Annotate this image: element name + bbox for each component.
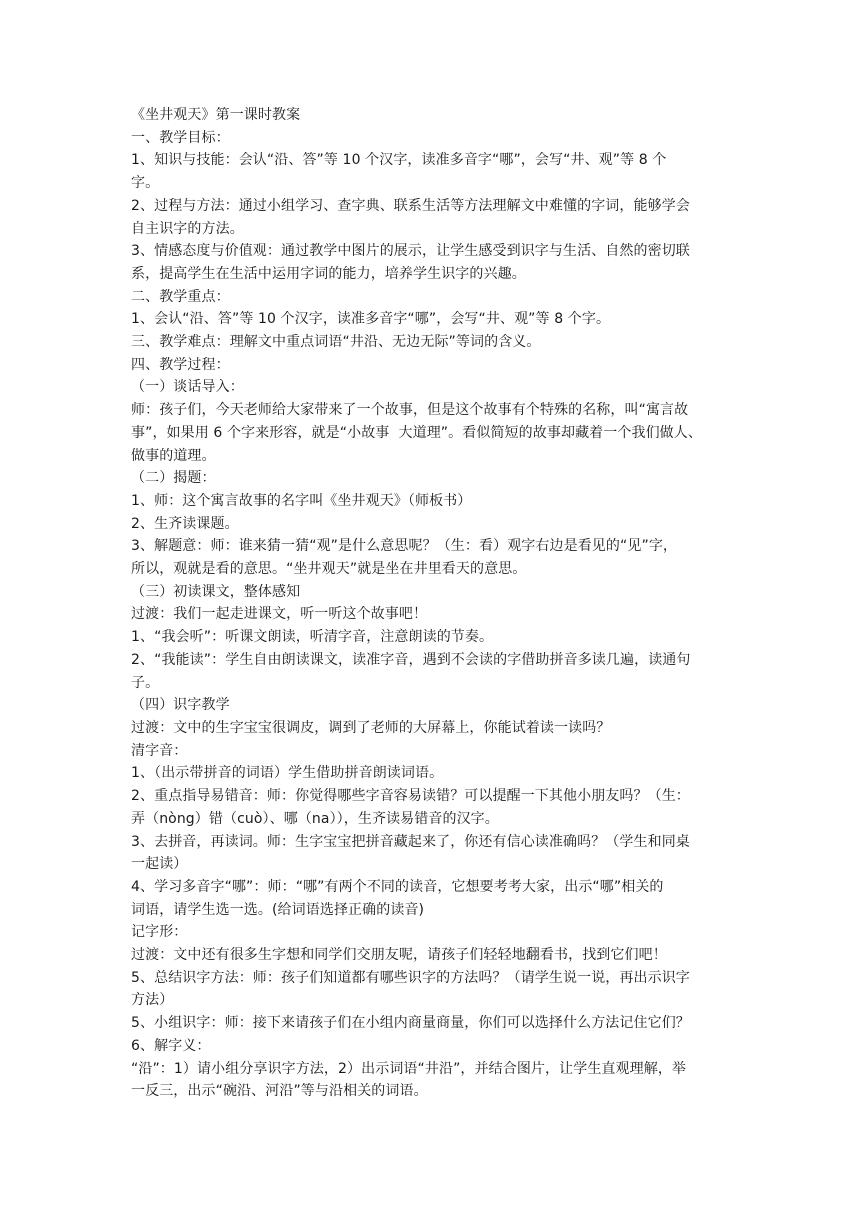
section-heading: 三、教学难点：理解文中重点词语“井沿、无边无际”等词的含义。 bbox=[131, 334, 541, 351]
paragraph-line: 一反三，出示“碗沿、河沿”等与沿相关的词语。 bbox=[131, 1083, 428, 1100]
paragraph-line: 2、“我能读”：学生自由朗读课文，读准字音，遇到不会读的字借助拼音多读几遍，读通句 bbox=[131, 651, 691, 668]
paragraph-line: 1、师：这个寓言故事的名字叫《坐井观天》（师板书） bbox=[131, 492, 472, 509]
paragraph-line: 事”，如果用 6 个字来形容，就是“小故事 大道理”。看似简短的故事却藏着一个我们做人、 bbox=[131, 424, 702, 441]
section-heading: 一、教学目标： bbox=[131, 129, 230, 146]
paragraph-line: 过渡：文中的生字宝宝很调皮，调到了老师的大屏幕上，你能试着读一读吗？ bbox=[131, 719, 611, 736]
paragraph-line: 弄（nòng）错（cuò）、哪（na）），生齐读易错音的汉字。 bbox=[131, 810, 499, 827]
subsection-heading: （三）初读课文，整体感知 bbox=[131, 583, 301, 600]
paragraph-line: 方法） bbox=[131, 992, 174, 1009]
paragraph-line: 5、总结识字方法：师：孩子们知道都有哪些识字的方法吗？（请学生说一说，再出示识字 bbox=[131, 969, 690, 986]
paragraph-line: 3、去拼音，再读词。师：生字宝宝把拼音藏起来了，你还有信心读准确吗？（学生和同桌 bbox=[131, 833, 690, 850]
subsection-heading: （一）谈话导入： bbox=[131, 379, 244, 396]
paragraph-line: 过渡：我们一起走进课文，听一听这个故事吧！ bbox=[131, 606, 428, 623]
subsection-heading: （二）揭题： bbox=[131, 470, 216, 487]
paragraph-line: 1、知识与技能：会认“沿、答”等 10 个汉字，读准多音字“哪”，会写“井、观”等 8 个 bbox=[131, 152, 667, 169]
paragraph-line: 1、“我会听”：听课文朗读，听清字音，注意朗读的节奏。 bbox=[131, 629, 494, 646]
section-heading: 二、教学重点： bbox=[131, 288, 230, 305]
paragraph-line: 5、小组识字：师：接下来请孩子们在小组内商量商量，你们可以选择什么方法记住它们？ bbox=[131, 1015, 690, 1032]
paragraph-line: 6、解字义： bbox=[131, 1037, 211, 1054]
paragraph-line: 2、生齐读课题。 bbox=[131, 515, 239, 532]
paragraph-line: 做事的道理。 bbox=[131, 447, 216, 464]
paragraph-line: “沿”：1）请小组分享识字方法，2）出示词语“井沿”，并结合图片，让学生直观理解，举 bbox=[131, 1060, 687, 1077]
paragraph-line: 4、学习多音字“哪”：师：“哪”有两个不同的读音，它想要考考大家，出示“哪”相关的 bbox=[131, 878, 664, 895]
paragraph-line: 1、会认“沿、答”等 10 个汉字，读准多音字“哪”，会写“井、观”等 8 个字。 bbox=[131, 311, 611, 328]
paragraph-line: 师：孩子们，今天老师给大家带来了一个故事，但是这个故事有个特殊的名称，叫“寓言故 bbox=[131, 402, 689, 419]
paragraph-line: 所以，观就是看的意思。“坐井观天”就是坐在井里看天的意思。 bbox=[131, 561, 527, 578]
paragraph-line: 清字音： bbox=[131, 742, 188, 759]
paragraph-line: 1、（出示带拼音的词语）学生借助拼音朗读词语。 bbox=[131, 765, 444, 782]
document-title: 《坐井观天》第一课时教案 bbox=[131, 107, 301, 123]
paragraph-line: 词语，请学生选一选。(给词语选择正确的读音) bbox=[131, 901, 425, 918]
paragraph-line: 系，提高学生在生活中运用字词的能力，培养学生识字的兴趣。 bbox=[131, 265, 526, 282]
paragraph-line: 子。 bbox=[131, 674, 160, 691]
lesson-plan-text bbox=[131, 104, 731, 1103]
section-heading: 四、教学过程： bbox=[131, 356, 230, 373]
paragraph-line: 过渡：文中还有很多生字想和同学们交朋友呢，请孩子们轻轻地翻看书，找到它们吧！ bbox=[131, 947, 667, 964]
paragraph-line: 字。 bbox=[131, 175, 160, 192]
subsection-heading: （四）识字教学 bbox=[131, 697, 230, 714]
paragraph-line: 3、情感态度与价值观：通过教学中图片的展示，让学生感受到识字与生活、自然的密切联 bbox=[131, 243, 690, 260]
paragraph-line: 记字形： bbox=[131, 924, 188, 941]
paragraph-line: 3、解题意：师：谁来猜一猜“观”是什么意思呢？（生：看）观字右边是看见的“见”字， bbox=[131, 538, 678, 555]
paragraph-line: 自主识字的方法。 bbox=[131, 220, 244, 237]
paragraph-line: 2、重点指导易错音：师：你觉得哪些字音容易读错？可以提醒一下其他小朋友吗？（生： bbox=[131, 788, 690, 805]
paragraph-line: 2、过程与方法：通过小组学习、查字典、联系生活等方法理解文中难懂的字词，能够学会 bbox=[131, 197, 690, 214]
paragraph-line: 一起读） bbox=[131, 856, 188, 873]
